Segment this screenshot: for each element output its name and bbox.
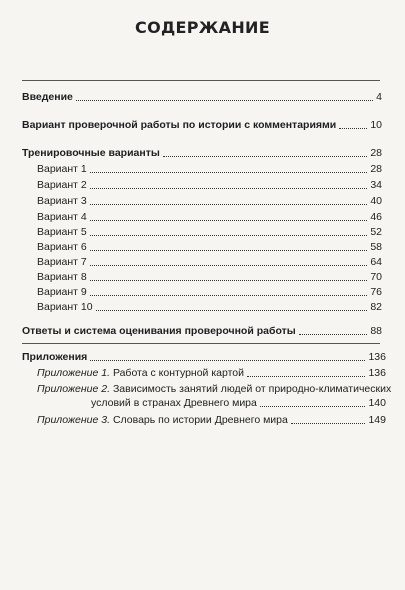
- dot-leader: [291, 423, 366, 424]
- appendix-prefix: Приложение 3.: [37, 414, 111, 426]
- toc-entry-sample-test[interactable]: [22, 118, 382, 132]
- toc-entry-variant-2[interactable]: [37, 178, 382, 192]
- toc-entry-training[interactable]: [22, 146, 382, 160]
- toc-entry-variant-10[interactable]: [37, 300, 382, 314]
- dot-leader: [90, 295, 368, 296]
- toc-entry-label: Вариант 7: [37, 256, 87, 268]
- toc-entry-variant-1[interactable]: [37, 162, 382, 176]
- toc-entry-appendix-3[interactable]: [37, 413, 386, 427]
- appendix-title-cont: условий в странах Древнего мира: [91, 397, 257, 409]
- dot-leader: [96, 310, 368, 311]
- dot-leader: [163, 156, 367, 157]
- toc-entry-page: 149: [368, 414, 386, 426]
- toc-entry-label: Вариант 8: [37, 271, 87, 283]
- toc-entry-answers[interactable]: [22, 324, 382, 338]
- toc-entry-variant-6[interactable]: [37, 240, 382, 254]
- toc-entry-page: 28: [370, 147, 382, 159]
- dot-leader: [90, 250, 368, 251]
- toc-entry-label: Тренировочные варианты: [22, 147, 160, 159]
- toc-entry-variant-7[interactable]: [37, 255, 382, 269]
- appendix-prefix: Приложение 2.: [37, 383, 111, 395]
- dot-leader: [299, 334, 368, 335]
- appendix-title: Работа с контурной картой: [112, 367, 245, 379]
- toc-entry-page: 76: [370, 286, 382, 298]
- appendix-line-1: [37, 382, 392, 396]
- toc-entry-page: 58: [370, 241, 382, 253]
- toc-entry-appendices[interactable]: [22, 350, 386, 364]
- dot-leader: [90, 265, 368, 266]
- appendix-title: Словарь по истории Древнего мира: [112, 414, 288, 426]
- toc-entry-page: 82: [370, 301, 382, 313]
- dot-leader: [247, 376, 365, 377]
- toc-entry-variant-4[interactable]: [37, 210, 382, 224]
- toc-entry-label: Вариант 2: [37, 179, 87, 191]
- toc-entry-label: Приложения: [22, 351, 88, 363]
- appendix-line-2: [91, 396, 386, 410]
- toc-entry-page: 70: [370, 271, 382, 283]
- toc-entry-intro[interactable]: [22, 90, 382, 104]
- toc-entry-page: 88: [370, 325, 382, 337]
- toc-entry-page: 64: [370, 256, 382, 268]
- toc-entry-page: 136: [368, 367, 386, 379]
- toc-entry-page: 4: [376, 91, 382, 103]
- appendix-title: Зависимость занятий людей от природно-климатических: [112, 383, 392, 395]
- toc-entry-page: 52: [370, 226, 382, 238]
- dot-leader: [90, 172, 368, 173]
- top-divider: [22, 80, 380, 81]
- toc-entry-page: 34: [370, 179, 382, 191]
- toc-entry-label: Вариант 5: [37, 226, 87, 238]
- dot-leader: [339, 128, 367, 129]
- toc-entry-page: 40: [370, 195, 382, 207]
- bottom-divider: [22, 343, 380, 344]
- dot-leader: [90, 220, 368, 221]
- toc-entry-page: 136: [368, 351, 386, 363]
- toc-entry-page: 28: [370, 163, 382, 175]
- toc-entry-label: Вариант 9: [37, 286, 87, 298]
- dot-leader: [90, 280, 368, 281]
- toc-entry-variant-5[interactable]: [37, 225, 382, 239]
- toc-entry-label: [37, 413, 288, 427]
- toc-entry-page: 140: [368, 397, 386, 409]
- toc-entry-label: Ответы и система оценивания проверочной работы: [22, 325, 296, 337]
- toc-entry-variant-3[interactable]: [37, 194, 382, 208]
- page-title: СОДЕРЖАНИЕ: [135, 18, 270, 37]
- toc-entry-variant-8[interactable]: [37, 270, 382, 284]
- toc-entry-variant-9[interactable]: [37, 285, 382, 299]
- dot-leader: [90, 235, 368, 236]
- dot-leader: [90, 204, 368, 205]
- toc-entry-label: Вариант 3: [37, 195, 87, 207]
- toc-entry-label: Введение: [22, 91, 73, 103]
- toc-entry-page: 46: [370, 211, 382, 223]
- toc-entry-label: Вариант проверочной работы по истории с комментариями: [22, 119, 337, 131]
- dot-leader: [90, 360, 365, 361]
- toc-entry-appendix-1[interactable]: [37, 366, 386, 380]
- dot-leader: [76, 100, 373, 101]
- toc-entry-label: Вариант 4: [37, 211, 87, 223]
- dot-leader: [90, 188, 368, 189]
- dot-leader: [260, 406, 366, 407]
- toc-entry-label: Вариант 10: [37, 301, 93, 313]
- toc-entry-label: Вариант 6: [37, 241, 87, 253]
- toc-entry-label: Вариант 1: [37, 163, 87, 175]
- toc-entry-label: [37, 366, 244, 380]
- toc-entry-page: 10: [370, 119, 382, 131]
- toc-entry-appendix-2[interactable]: [37, 382, 392, 410]
- appendix-prefix: Приложение 1.: [37, 367, 111, 379]
